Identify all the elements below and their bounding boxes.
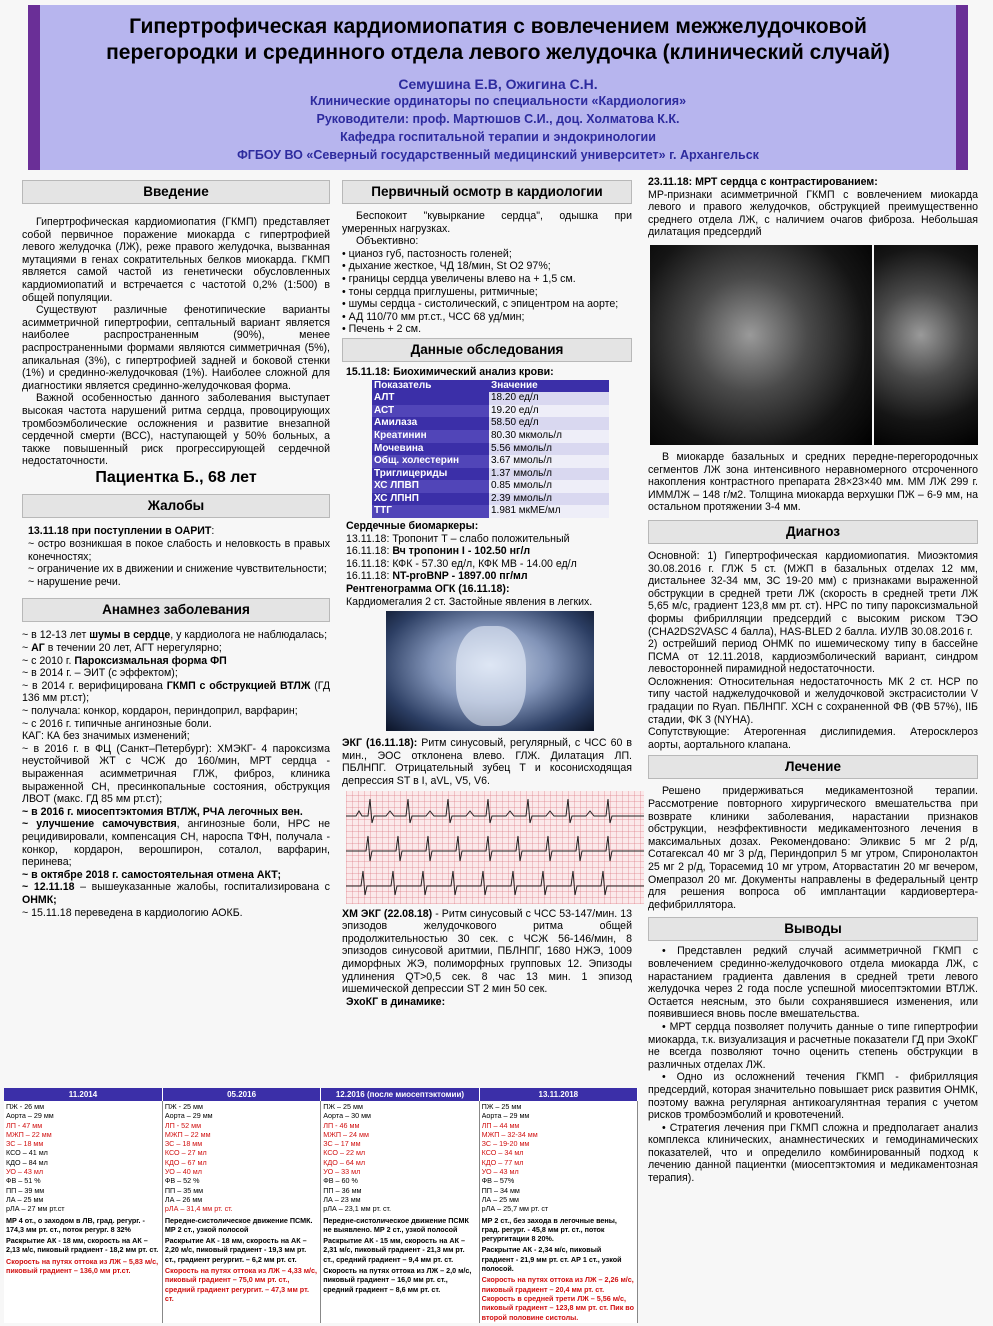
- echo-cell: ПП – 34 мм: [481, 1185, 520, 1195]
- diagnosis-heading: Диагноз: [648, 520, 978, 544]
- xray-text: Кардиомегалия 2 ст. Застойные явления в легких.: [346, 595, 593, 608]
- exam-complaint: Беспокоит "кувыркание сердца", одышка при умеренных нагрузках.: [342, 210, 632, 235]
- echo-cell: ПП – 36 мм: [323, 1185, 362, 1195]
- complaint-item: ~ остро возникшая в покое слабость и неловкость в правых конечностях;: [28, 538, 330, 563]
- anamnesis-line: ~ с 2016 г. типичные ангинозные боли.: [22, 717, 212, 730]
- echo-cell: УО – 43 мл: [481, 1167, 519, 1177]
- middle-column: [342, 180, 632, 1008]
- echo-cell: Раскрытие АК - 18 мм, скорость на АК – 2,20 м/с, пиковый градиент - 19,3 мм рт. ст., градиент регургит. – 6,2 мм рт. ст.: [164, 1236, 307, 1264]
- complaint-item: ~ ограничение их в движении и снижение чувствительности;: [28, 563, 327, 576]
- marker-line: 16.11.18: КФК - 57.30 ед/л, КФК МВ - 14.00 ед/л: [346, 557, 577, 570]
- echo-cell: КСО – 22 мл: [323, 1148, 366, 1158]
- echo-table: [4, 1088, 638, 1322]
- anamnesis-bold: шумы в сердце: [89, 629, 171, 642]
- anamnesis-line: ~ в 2016 г. в ФЦ (Санкт–Петербург): ХМЭКГ- 4 пароксизма неустойчивой ЖТ с ЧСЖ до 160/мин, МРТ сердца - выраженная асимметричная ГЛЖ, фиброз, клиника выраженной СН, пресинкопальные состояния, обструкция ЛВОТ (макс. ГД 85 мм рт.ст);: [22, 742, 330, 806]
- table-row: [372, 493, 609, 506]
- echo-column: [479, 1101, 637, 1323]
- affiliation-3: Кафедра госпитальной терапии и эндокринологии: [340, 130, 656, 144]
- echo-cell: ПЖ - 25 мм: [164, 1102, 203, 1111]
- echo-cell: КСО – 34 мл: [481, 1148, 524, 1158]
- echo-column: [4, 1101, 162, 1323]
- echo-cell: ЗС – 19-20 мм: [481, 1139, 530, 1149]
- echo-cell: КДО – 67 мл: [164, 1157, 207, 1167]
- anamnesis-heading: Анамнез заболевания: [22, 598, 330, 622]
- table-row: [372, 443, 609, 456]
- echo-cell: ЛА – 25 мм: [481, 1194, 520, 1204]
- echo-cell: Аорта – 29 мм: [164, 1111, 213, 1121]
- echo-cell: рЛА – 31,4 мм рт. ст.: [164, 1204, 233, 1214]
- echo-date-header: 13.11.2018: [479, 1088, 637, 1101]
- echo-cell: КДО – 64 мл: [323, 1157, 366, 1167]
- title-line-2: перегородки и срединного отдела левого желудочка (клинический случай): [106, 41, 890, 64]
- diagnosis-paragraph: 2) острейший период ОНМК по ишемическому типу в бассейне ПСМА от 12.11.2018, кардиоэмболический вариант, синдром левосторонней пирамидной недостаточности.: [648, 638, 978, 676]
- treatment-paragraph: Решено придерживаться медикаментозной терапии. Рассмотрение повторного хирургического вмешательства при возврате клиники заболевания, нарастании признаков обструкции, неэффективности медикаментозного лечения в максимальных дозах. Рекомендовано: Эликвис 5 мг 2 р/д, Сотагексал 40 мг 3 р/д, Периндоприл 5 мг утром, Спиронолактон 25 мг 2 р/д, Торасемид 10 мг утром, Аторвастатин 20 мг вечером, Омепразол 20 мг. Документы направлены в федеральный центр для решения вопроса об имплантации кардиовертера-дефибриллятора.: [648, 785, 978, 911]
- conclusion-item: • Одно из осложнений течения ГКМП - фибрилляция предсердий, которая значительно повышает риск развития ОНМК, поэтому важна регулярная антикоагулянтная терапия с учетом рисков тромбоэмболий и кровотечений.: [648, 1071, 978, 1122]
- echo-cell: УО – 43 мл: [6, 1167, 44, 1177]
- chest-xray-image: [386, 611, 594, 731]
- holter-text: - Ритм синусовый с ЧСС 53-147/мин. 13 эпизодов желудочкового ритма общей продолжительностью 30 сек. с ЧСЖ 56-146/мин, 8 эпизодов синусовой аритмии, ПБЛНПГ, 1680 НЖЭ, 1009 диморфных ЖЭ, полиморфных групповых 12. Эпизоды удлинения QT>0,5 сек. 8 час 13 мин. 1 эпизод ишемической депрессии ST 2 мин 50 сек.: [342, 907, 633, 996]
- complaint-item: ~ нарушение речи.: [28, 575, 121, 588]
- echo-cell: Аорта – 29 мм: [6, 1111, 54, 1121]
- lab-value: 2.39 ммоль/л: [489, 493, 609, 506]
- echo-cell: Передне-систолическое движение ПСМК не выявлено. МР 2 ст., узкой полосой: [323, 1215, 469, 1234]
- echo-cell: ФВ – 52 %: [164, 1176, 200, 1186]
- lab-name: ТТГ: [372, 505, 489, 518]
- lab-name: Креатинин: [372, 430, 489, 443]
- bio-title: 15.11.18: Биохимический анализ крови:: [346, 365, 554, 378]
- echo-body-row: [4, 1101, 638, 1323]
- diagnosis-paragraph: Сопутствующие: Атерогенная дислипидемия. Атеросклероз аорты, аортального клапана.: [648, 726, 978, 751]
- echo-cell: ЛП - 47 мм: [6, 1120, 43, 1130]
- echo-cell: Скорость на путях оттока из ЛЖ – 4,33 м/с, пиковый градиент – 75,0 мм рт. ст., средний градиент регургит. – 47,3 мм рт. ст.: [164, 1266, 317, 1303]
- echo-cell: МЖП – 32-34 мм: [481, 1129, 538, 1139]
- marker-bold: NT-proBNP - 1897.00 пг/мл: [392, 570, 528, 583]
- treatment-heading: Лечение: [648, 755, 978, 779]
- table-row: [372, 505, 609, 518]
- echo-cell: ЗС – 17 мм: [323, 1139, 361, 1149]
- echo-cell: КДО – 84 мл: [6, 1157, 48, 1167]
- echo-cell: Аорта – 30 мм: [323, 1111, 371, 1121]
- echo-cell: ЛА – 23 мм: [323, 1194, 361, 1204]
- markers-title: Сердечные биомаркеры:: [346, 520, 479, 533]
- mri-paragraph-1: МР-признаки асимметричной ГКМП с вовлечением миокарда левого и правого желудочков, обструкцией преимущественно среднего отдела ЛЖ, с наличием очагов фиброза. Небольшая дилатация предсердий: [648, 188, 978, 239]
- echo-cell: МЖП – 22 мм: [164, 1129, 211, 1139]
- ecg-title: ЭКГ (16.11.18):: [342, 737, 418, 750]
- anamnesis-bold: АГ: [31, 642, 45, 655]
- echo-cell: КДО – 77 мл: [481, 1157, 524, 1167]
- left-column: [22, 180, 330, 919]
- table-row: [372, 392, 609, 405]
- intro-paragraph-3: Важной особенностью данного заболевания выступает высокая частота нарушений ритма сердца, провоцирующих тромбоэмболические осложнения и развитие внезапной сердечной смерти (ВСС), наступающей у 50% больных, а также повышенный риск прогрессирующей сердечной недостаточности.: [22, 392, 330, 468]
- lab-header-cell: Значение: [489, 380, 609, 393]
- intro-paragraph-1: Гипертрофическая кардиомиопатия (ГКМП) представляет собой первичное поражение миокарда с гипертрофией левого желудочка (ЛЖ), реже правого желудочка, вызванная мутациями в генах сократительных белков миокарда. ГКМП является самой частой из генетически обусловленных кардиомиопатий и встречается с частотой 0,2% (1:500) в общей популяции.: [22, 216, 330, 304]
- marker-date: 16.11.18:: [346, 570, 393, 583]
- echo-cell: ПП – 39 мм: [6, 1185, 45, 1195]
- echo-column: [321, 1101, 479, 1323]
- lab-value: 80.30 мкмоль/л: [489, 430, 609, 443]
- lab-header-cell: Показатель: [372, 380, 489, 393]
- anamnesis-text: – вышеуказанные жалобы, госпитализирована с: [74, 881, 330, 894]
- anamnesis-text: ~ в 12-13 лет: [22, 629, 90, 642]
- anamnesis-line: ~ в 2016 г. миосептэктомия ВТЛЖ, РЧА легочных вен.: [22, 805, 303, 818]
- anamnesis-bold: ~ 12.11.18: [22, 881, 75, 894]
- complaints-lead-rest: :: [211, 525, 215, 538]
- echo-cell: УО – 40 мл: [164, 1167, 202, 1177]
- table-row: [372, 430, 609, 443]
- ecg-text: Ритм синусовый, регулярный, с ЧСС 60 в мин., ЭОС отклонена влево. ГЛЖ. Дилатация ЛП. ПБЛНПГ. Отрицательный зубец Т и косонисходящая депрессия ST в I, aVL, V5, V6.: [342, 737, 633, 787]
- complaints-heading: Жалобы: [22, 494, 330, 518]
- table-row: [372, 455, 609, 468]
- diagnosis-paragraph: Осложнения: Относительная недостаточность МК 2 ст. НСР по типу частой наджелудочковой и желудочковой экстрасистолии V градации по Ryan. ПБЛНПГ. ХСН с сохраненной ФВ (ФВ 57%), IIБ стадии, ФК 3 (NYHA).: [648, 675, 978, 726]
- anamnesis-bold: Пароксизмальная форма ФП: [74, 654, 227, 667]
- exam-item: • АД 110/70 мм рт.ст., ЧСС 68 уд/мин;: [342, 310, 525, 323]
- echo-cell: МР 4 от., о заходом в ЛВ, град. регург. - 174,3 мм рт. ст., поток регург. 8 32%: [6, 1215, 145, 1234]
- holter-title: ХМ ЭКГ (22.08.18): [342, 907, 433, 920]
- lab-name: АЛТ: [372, 392, 489, 405]
- echo-cell: МЖП – 22 мм: [6, 1129, 52, 1139]
- echo-cell: КСО – 41 мл: [6, 1148, 48, 1158]
- echo-cell: ЛА – 26 мм: [164, 1194, 203, 1204]
- echo-date-header: 05.2016: [162, 1088, 320, 1101]
- echo-cell: рЛА – 23,1 мм рт. ст.: [323, 1204, 392, 1214]
- echo-cell: Скорость на путях оттока из ЛЖ – 5,83 м/с, пиковый градиент – 136,0 мм рт.ст.: [6, 1256, 159, 1276]
- echo-cell: ПЖ – 25 мм: [323, 1102, 363, 1111]
- anamnesis-bold: ГКМП с обструкцией ВТЛЖ: [166, 679, 311, 692]
- echo-cell: ПП – 35 мм: [164, 1185, 204, 1195]
- anamnesis-line: ~ в 2014 г. – ЭИТ (с эффектом);: [22, 667, 178, 680]
- title-line-1: Гипертрофическая кардиомиопатия с вовлечением межжелудочковой: [129, 15, 867, 38]
- ecg-trace: [346, 791, 644, 904]
- echo-cell: ПЖ - 26 мм: [6, 1102, 45, 1111]
- echo-cell: Раскрытие АК - 2,34 м/с, пиковый градиент - 21,9 мм рт. ст. АР 1 ст., узкой полосой.: [481, 1245, 622, 1274]
- echo-cell: ФВ – 57%: [481, 1176, 515, 1186]
- marker-line: 13.11.18: Тропонит Т – слабо положительный: [346, 532, 570, 545]
- exam-item: • тоны сердца приглушены, ритмичные;: [342, 285, 538, 298]
- affiliation-2: Руководители: проф. Мартюшов С.И., доц. Холматова К.К.: [316, 112, 680, 126]
- anamnesis-line: ~ 15.11.18 переведена в кардиологию АОКБ.: [22, 906, 243, 919]
- exam-heading: Первичный осмотр в кардиологии: [342, 180, 632, 204]
- echo-cell: Передне-систолическое движение ПСМК. МР 2 ст., узкой полосой: [164, 1215, 313, 1234]
- lab-name: АСТ: [372, 405, 489, 418]
- exam-item: • границы сердца увеличены влево на + 1,5 см.: [342, 272, 576, 285]
- ecg-image: [346, 791, 644, 904]
- lab-name: Амилаза: [372, 417, 489, 430]
- anamnesis-text: , у кардиолога не наблюдалась;: [170, 629, 328, 642]
- lab-name: Общ. холестерин: [372, 455, 489, 468]
- echo-cell: ФВ – 60 %: [323, 1176, 358, 1186]
- anamnesis-text: (ГД 136 мм рт.ст);: [22, 679, 330, 705]
- echo-cell: рЛА – 25,7 мм рт. ст: [481, 1204, 549, 1214]
- anamnesis-text: в течении 20 лет, АГТ нерегулярно;: [44, 642, 222, 655]
- echo-cell: ЛА – 25 мм: [6, 1194, 44, 1204]
- complaints-lead: [28, 525, 330, 538]
- echo-cell: ЛП - 52 мм: [164, 1120, 202, 1130]
- echo-cell: Раскрытие АК - 15 мм, скорость на АК – 2,31 м/с, пиковый градиент - 21,3 мм рт. ст., средний градиент – 9,4 мм рт. ст.: [323, 1236, 466, 1264]
- mri-title: 23.11.18: МРТ сердца с контрастированием:: [648, 176, 878, 188]
- exam-item: • шумы сердца - систолический, с эпицентром на аорте;: [342, 298, 619, 311]
- table-row: [372, 468, 609, 481]
- echo-date-header: 11.2014: [4, 1088, 162, 1101]
- echo-cell: Скорость на путях оттока из ЛЖ – 2,26 м/с, пиковый градиент – 20,4 мм рт. ст. Скорость в средней трети ЛЖ – 5,56 м/с, пиковый градиент – 123,8 мм рт. ст. Пик во второй половине систолы.: [481, 1275, 635, 1322]
- lab-name: ХС ЛПВП: [372, 480, 489, 493]
- echo-cell: Раскрытие АК - 18 мм, скорость на АК – 2,13 м/с, пиковый градиент - 18,2 мм рт. ст.: [6, 1236, 159, 1255]
- echo-cell: ЛП – 44 мм: [481, 1120, 520, 1130]
- echo-cell: УО – 33 мл: [323, 1167, 361, 1177]
- mri-image-2: [874, 245, 978, 445]
- table-row: [372, 417, 609, 430]
- echo-cell: ЗС – 18 мм: [6, 1139, 44, 1149]
- echo-date-header: 12.2016 (после миосептэктомии): [321, 1088, 479, 1101]
- echo-cell: ЛП - 46 мм: [323, 1120, 360, 1130]
- anamnesis-bold: ОНМК;: [22, 893, 57, 906]
- echo-cell: МР 2 ст., без захода в легочные вены, град. регург. - 45,8 мм рт. ст., поток регургитации 8 20%.: [481, 1215, 617, 1244]
- echo-cell: МЖП – 24 мм: [323, 1129, 369, 1139]
- marker-bold: Вч тропонин I - 102.50 нг/л: [392, 545, 531, 558]
- anamnesis-text: , ангинозные боли, НРС не рецидивировали, компенсация СН, нароспа ТФН, получала - конкор, кордарон, верошпирон, соталол, варфарин, перинева;: [22, 818, 330, 869]
- echo-title: ЭхоКГ в динамике:: [346, 995, 446, 1008]
- echo-cell: Скорость на путях оттока из ЛЖ – 2,0 м/с, пиковый градиент – 16,0 мм рт. ст., средний градиент – 8,6 мм рт. ст.: [323, 1266, 472, 1294]
- table-row: [372, 480, 609, 493]
- poster-header: [28, 5, 968, 170]
- mri-paragraph-2: В миокарде базальных и средних передне-перегородочных сегментов ЛЖ зона интенсивного неравномерного отсроченного накопления контрастного препарата 28×23×40 мм. ММ ЛЖ 299 г. ИММЛЖ – 148 г/м2. Толщина миокарда верхушки ПЖ – 6-9 мм, на остальном протяжении 3-4 мм.: [648, 450, 978, 514]
- conclusion-item: • МРТ сердца позволяет получить данные о типе гипертрофии миокарда, т.к. визуализация и расчетные показатели ГД при ЭхоКГ не всегда позволяют точно оценить степень обструкции в различных отделах ЛЖ.: [648, 1020, 978, 1071]
- lab-value: 1.37 ммоль/л: [489, 468, 609, 481]
- exam-item: • цианоз губ, пастозность голеней;: [342, 247, 512, 260]
- right-column: [648, 176, 978, 1185]
- echo-cell: Аорта – 29 мм: [481, 1111, 530, 1121]
- exam-objective-label: Объективно:: [356, 235, 419, 248]
- anamnesis-line: ~ получала: конкор, кордарон, периндоприл, варфарин;: [22, 705, 298, 717]
- marker-date: 16.11.18:: [346, 545, 393, 558]
- lab-name: Мочевина: [372, 443, 489, 456]
- anamnesis-line: ~ в октябре 2018 г. самостоятельная отмена АКТ;: [22, 868, 282, 881]
- anamnesis-text: ~ в 2014 г. верифицирована: [22, 679, 167, 692]
- lab-table: [372, 380, 609, 519]
- echo-cell: ФВ – 51 %: [6, 1176, 41, 1186]
- data-heading: Данные обследования: [342, 338, 632, 362]
- intro-heading: Введение: [22, 180, 330, 204]
- anamnesis-text: ~: [22, 642, 32, 655]
- lab-value: 18.20 ед/л: [489, 392, 609, 405]
- conclusion-item: • Представлен редкий случай асимметричной ГКМП с вовлечением срединно-желудочкового отдела миокарда ЛЖ, с нарастанием градиента давления в средней трети левого желудочка через 2 года после успешной миосептэктомии ВТЛЖ. Остается неясным, это были сохранявшиеся изменения, или появившиеся вновь после вмешательства.: [648, 945, 978, 1021]
- intro-paragraph-2: Существуют различные фенотипические варианты асимметричной гипертрофии, септальный вариант является наиболее распространенным (90%), менее распространенными формами являются симметричная (5%), апикальная (3%), с гипертрофией задней и боковой стенки (1%) и срединно-желудочковая (1%). Наиболее сложной для диагностики является срединно-желудочковая форма.: [22, 304, 330, 392]
- anamnesis-body: [22, 629, 330, 919]
- lab-header-row: [372, 380, 609, 393]
- lab-name: ХС ЛПНП: [372, 493, 489, 506]
- xray-title: Рентгенограмма ОГК (16.11.18):: [346, 583, 510, 596]
- anamnesis-line: КАГ: КА без значимых изменений;: [22, 730, 190, 743]
- lab-value: 5.56 ммоль/л: [489, 443, 609, 456]
- lab-value: 3.67 ммоль/л: [489, 455, 609, 468]
- echo-cell: ЗС – 18 мм: [164, 1139, 203, 1149]
- lab-name: Триглицериды: [372, 468, 489, 481]
- conclusions-heading: Выводы: [648, 917, 978, 941]
- table-row: [372, 405, 609, 418]
- affiliation-4: ФГБОУ ВО «Северный государственный медицинский университет» г. Архангельск: [237, 148, 759, 162]
- complaints-lead-bold: 13.11.18 при поступлении в ОАРИТ: [28, 525, 212, 538]
- anamnesis-text: ~ с 2010 г.: [22, 654, 75, 667]
- echo-cell: КСО – 27 мл: [164, 1148, 207, 1158]
- mri-images: [650, 245, 978, 445]
- lab-value: 0.85 ммоль/л: [489, 480, 609, 493]
- lab-value: 19.20 ед/л: [489, 405, 609, 418]
- patient-title: Пациентка Б., 68 лет: [95, 468, 257, 486]
- conclusion-item: • Стратегия лечения при ГКМП сложна и предполагает анализ комплекса клинических, анамнестических и гемодинамических показателей, что и определило комбинированный подход к лечению данной пациентки (миосептэктомия и медикаментозная терапия).: [648, 1121, 978, 1185]
- poster-title: [40, 14, 956, 66]
- echo-column: [162, 1101, 320, 1323]
- echo-cell: рЛА – 27 мм рт.ст: [6, 1204, 65, 1214]
- lab-value: 1.981 мкМЕ/мл: [489, 505, 609, 518]
- exam-item: • Печень + 2 см.: [342, 323, 422, 336]
- authors: Семушина Е.В, Ожигина С.Н.: [398, 76, 598, 92]
- echo-cell: ПЖ – 25 мм: [481, 1102, 522, 1111]
- echo-header-row: [4, 1088, 638, 1101]
- lab-value: 58.50 ед/л: [489, 417, 609, 430]
- exam-item: • дыхание жесткое, ЧД 18/мин, St O2 97%;: [342, 260, 551, 273]
- anamnesis-bold: ~ улучшение самочувствия: [22, 818, 177, 831]
- mri-image-1: [650, 245, 872, 445]
- diagnosis-paragraph: Основной: 1) Гипертрофическая кардиомиопатия. Миоэктомия 30.08.2016 г. ГЛЖ 5 ст. (МЖП в базальных отделах 12 мм, дистальнее 32-34 мм, ЗС 19-20 мм) с признаками выраженной обструкции в средней трети ЛЖ (скорость в средней трети ЛЖ 5,65 м/с, градиент 123,8 мм рт. ст). НРС по типу пароксизмальной формы фибрилляции предсердий с высоким риском ТЭО (CHA2DS2VASC 4 балла), HAS-BLED 2 балла. ИУЛВ 30.08.2016 г.: [648, 549, 978, 638]
- affiliation-1: Клинические ординаторы по специальности «Кардиология»: [309, 94, 687, 108]
